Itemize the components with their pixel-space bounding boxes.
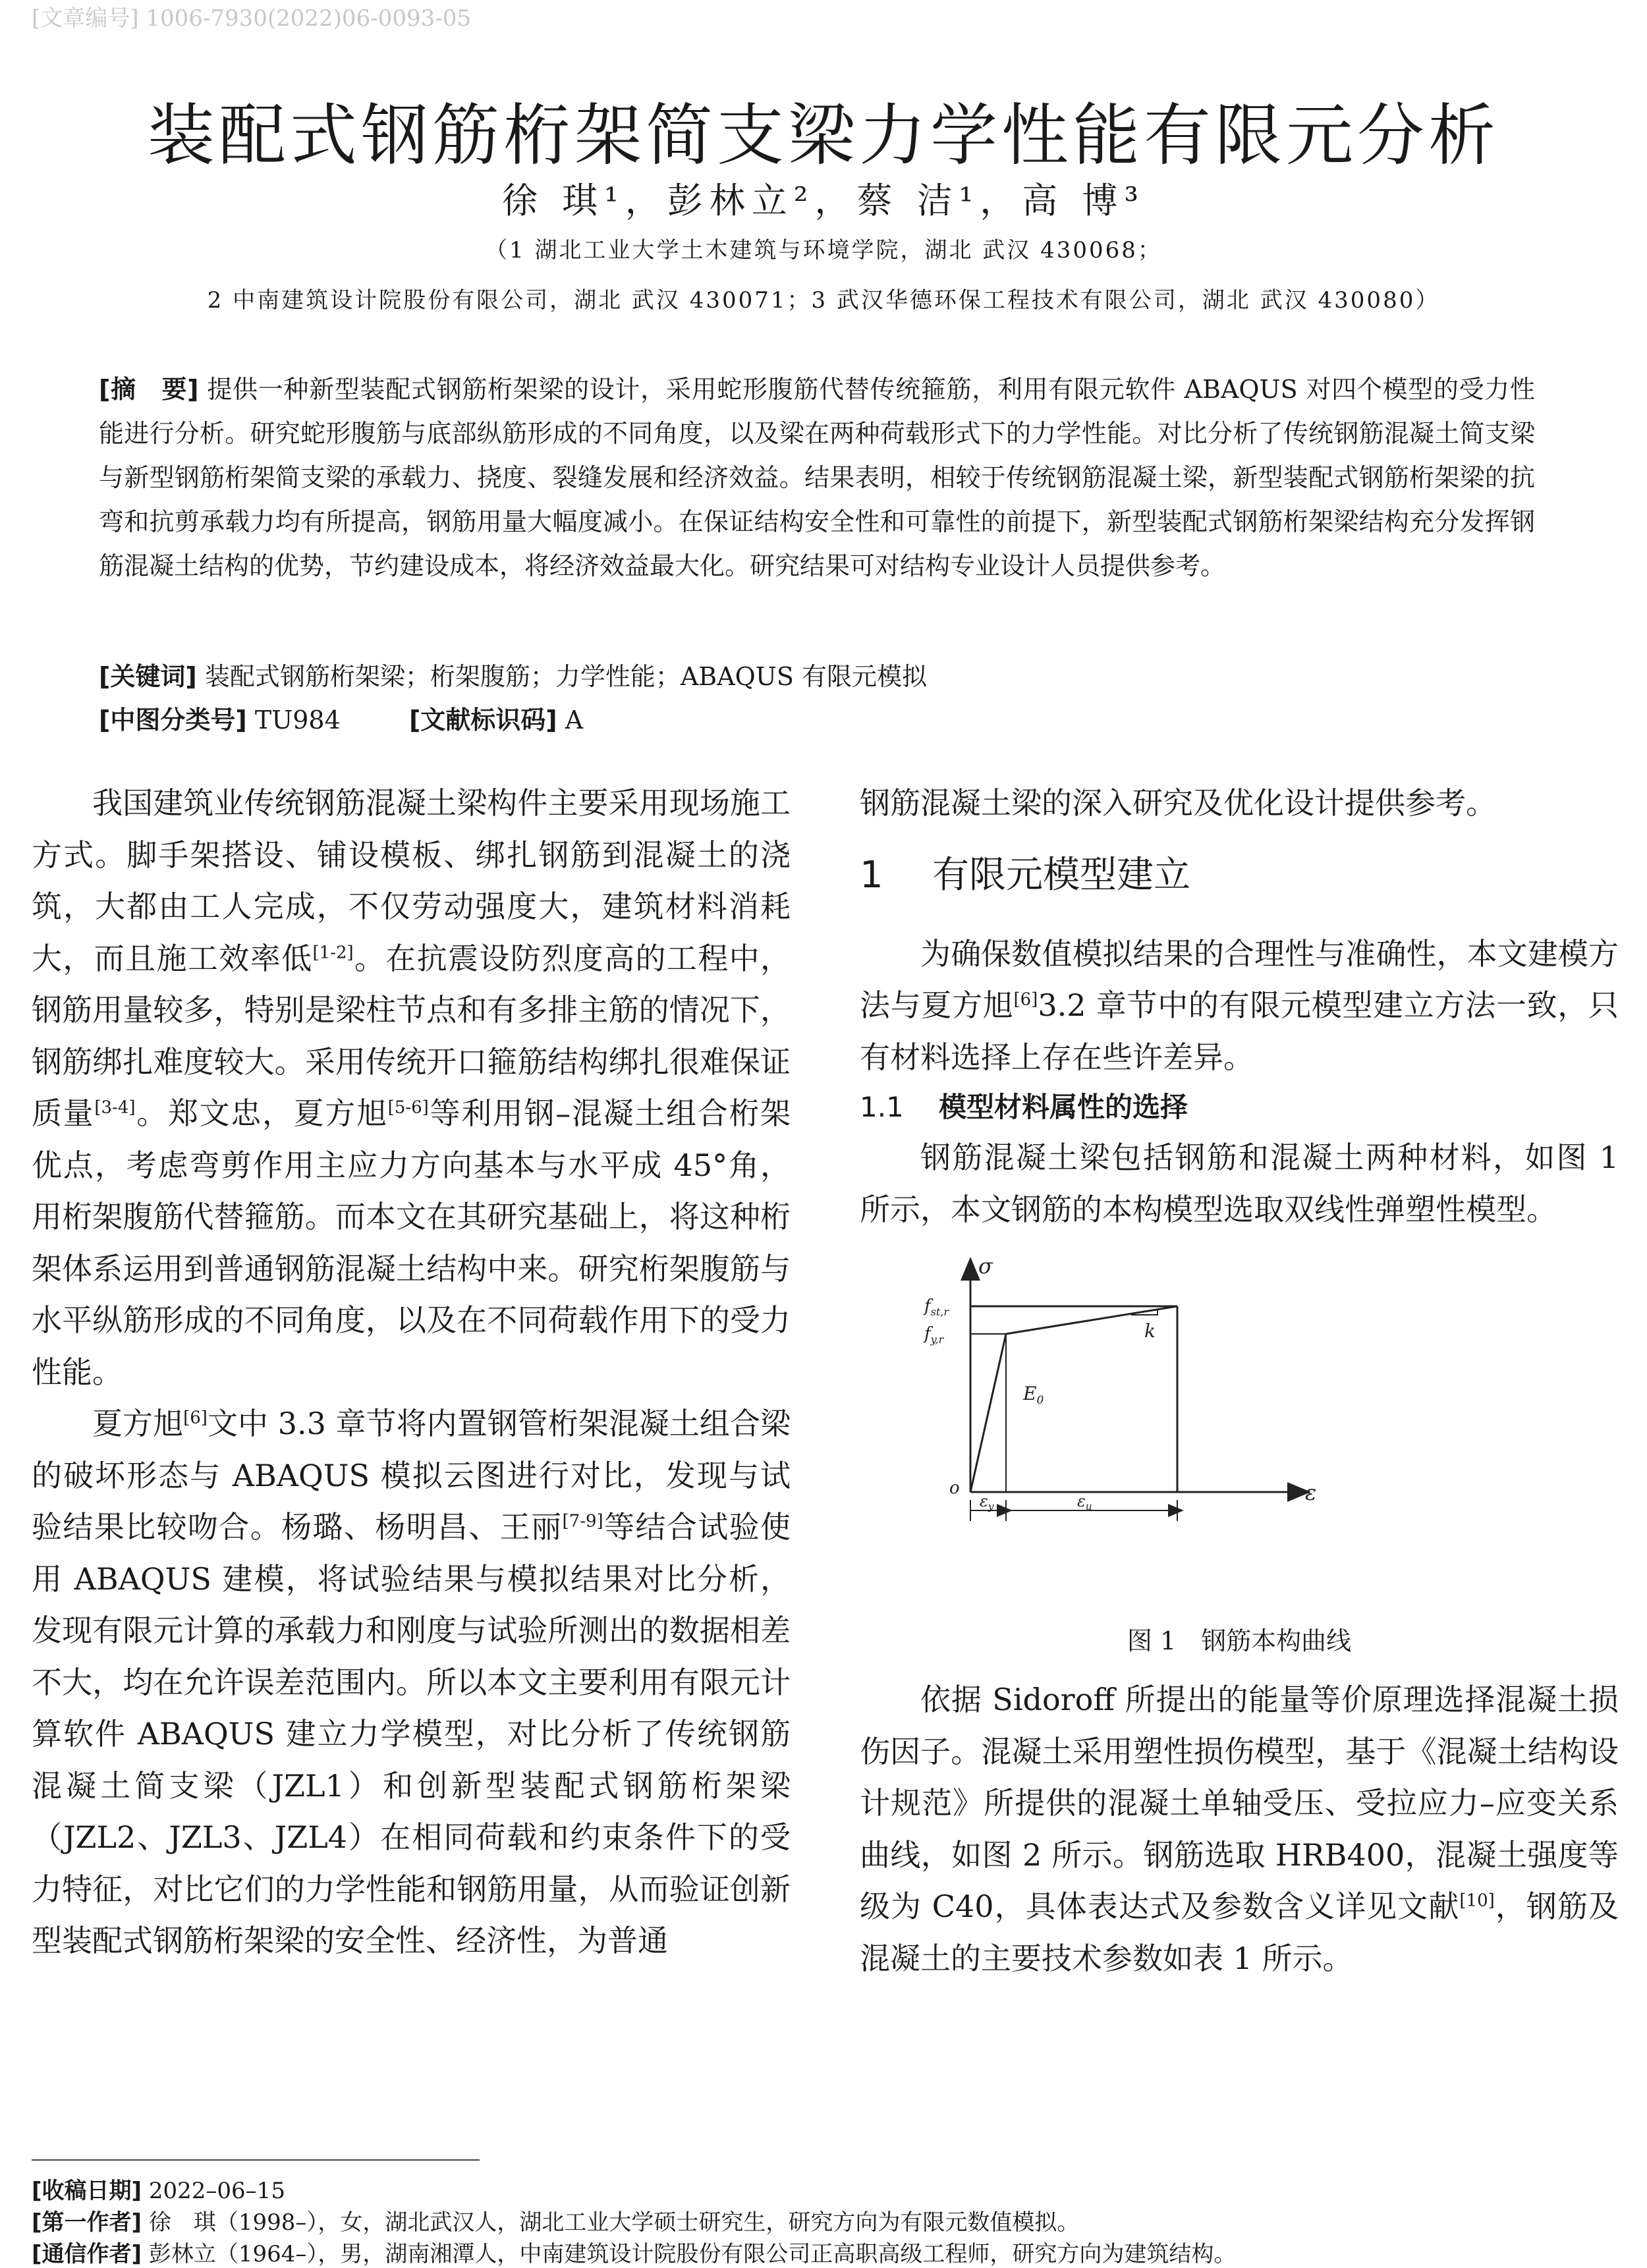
classification (99, 700, 1535, 736)
citation[interactable]: [7-9] (562, 1511, 603, 1532)
citation[interactable]: [6] (183, 1408, 208, 1428)
footnote-divider (32, 2159, 480, 2161)
body-paragraph-3: 为确保数值模拟结果的合理性与准确性，本文建模方法与夏方旭[6]3.2 章节中的有限元模型建立方法一致，只有材料选择上存在些许差异。 (860, 935, 1619, 1075)
y-axis-label: σ (978, 1254, 993, 1279)
affiliation-line-1: （1 湖北工业大学土木建筑与环境学院，湖北 武汉 430068； (485, 237, 1162, 263)
right-column (860, 777, 1619, 1984)
eps-y-label: $\varepsilon_y$ (980, 1492, 994, 1512)
keywords-label: [关键词] (99, 662, 197, 691)
origin-label: o (949, 1478, 960, 1498)
citation[interactable]: [5-6] (387, 1097, 429, 1118)
abstract-text: 提供一种新型装配式钢筋桁架梁的设计，采用蛇形腹筋代替传统箍筋，利用有限元软件 ABAQUS 对四个模型的受力性能进行分析。研究蛇形腹筋与底部纵筋形成的不同角度，以及梁在两种荷载形式下的力学性能。对比分析了传统钢筋混凝土简支梁与新型钢筋桁架简支梁的承载力、挠度、裂缝发展和经济效益。结果表明，相较于传统钢筋混凝土梁，新型装配式钢筋桁架梁的抗弯和抗剪承载力均有所提高，钢筋用量大幅度减小。在保证结构安全性和可靠性的前提下，新型装配式钢筋桁架梁结构充分发挥钢筋混凝土结构的优势，节约建设成本，将经济效益最大化。研究结果可对结构专业设计人员提供参考。 (99, 375, 1535, 580)
citation[interactable]: [3-4] (94, 1097, 136, 1118)
paper-title: 装配式钢筋桁架简支梁力学性能有限元分析 (148, 97, 1499, 175)
keywords-text: 装配式钢筋桁架梁；桁架腹筋；力学性能；ABAQUS 有限元模拟 (204, 662, 927, 691)
clc-label: [中图分类号] (99, 705, 247, 734)
elastic-branch (970, 1334, 1006, 1492)
body-paragraph-4: 钢筋混凝土梁包括钢筋和混凝土两种材料，如图 1 所示，本文钢筋的本构模型选取双线性弹塑性模型。 (860, 1140, 1619, 1227)
article-number: [文章编号] 1006-7930(2022)06-0093-05 (32, 5, 471, 32)
E0-label: $E_0$ (1023, 1383, 1044, 1407)
x-axis-label: ε (1305, 1480, 1317, 1505)
citation[interactable]: [1-2] (312, 943, 354, 963)
body-paragraph-2: 夏方旭[6]文中 3.3 章节将内置钢管桁架混凝土组合梁的破坏形态与 ABAQUS 模拟云图进行对比，发现与试验结果比较吻合。杨璐、杨明昌、王丽[7-9]等结合试验使用 ABAQUS 建模，将试验结果与模拟结果对比分析，发现有限元计算的承载力和刚度与试验所测出的数据相差不大，均在允许误差范围内。所以本文主要利用有限元计算软件 ABAQUS 建立力学模型，对比分析了传统钢筋混凝土简支梁（JZL1）和创新型装配式钢筋桁架梁（JZL2、JZL3、JZL4）在相同荷载和约束条件下的受力特征，对比它们的力学性能和钢筋用量，从而验证创新型装配式钢筋桁架梁的安全性、经济性，为普通 (32, 1406, 791, 1958)
keywords (99, 656, 1535, 692)
citation[interactable]: [6] (1013, 989, 1038, 1010)
affiliation-line-2: 2 中南建筑设计院股份有限公司，湖北 武汉 430071；3 武汉华德环保工程技术有限公司，湖北 武汉 430080） (207, 287, 1440, 314)
first-author-note: [第一作者] 徐 琪（1998–），女，湖北武汉人，湖北工业大学硕士研究生，研究方向为有限元数值模拟。 (32, 2209, 1080, 2236)
body-paragraph-continued: 钢筋混凝土梁的深入研究及优化设计提供参考。 (860, 785, 1496, 821)
corresponding-author-note: [通信作者] 彭林立（1964–），男，湖南湘潭人，中南建筑设计院股份有限公司正高职高级工程师，研究方向为建筑结构。 (32, 2241, 1237, 2267)
figure-1-stress-strain (860, 1248, 1619, 1617)
section-heading-1: 1 有限元模型建立 (860, 853, 1190, 897)
body-paragraph-5: 依据 Sidoroff 所提出的能量等价原理选择混凝土损伤因子。混凝土采用塑性损伤模型，基于《混凝土结构设计规范》所提供的混凝土单轴受压、受拉应力–应变关系曲线，如图 2 所示。钢筋选取 HRB400，混凝土强度等级为 C40，具体表达式及参数含义详见文献[10]，钢筋及混凝土的主要技术参数如表 1 所示。 (860, 1682, 1619, 1976)
received-date: [收稿日期] 2022–06–15 (32, 2178, 285, 2204)
body-paragraph-1: 我国建筑业传统钢筋混凝土梁构件主要采用现场施工方式。脚手架搭设、铺设模板、绑扎钢筋到混凝土的浇筑，大都由工人完成，不仅劳动强度大，建筑材料消耗大，而且施工效率低[1-2]。在抗震设防烈度高的工程中，钢筋用量较多，特别是梁柱节点和有多排主筋的情况下，钢筋绑扎难度较大。采用传统开口箍筋结构绑扎很难保证质量[3-4]。郑文忠，夏方旭[5-6]等利用钢–混凝土组合桁架优点，考虑弯剪作用主应力方向基本与水平成 45°角，用桁架腹筋代替箍筋。而本文在其研究基础上，将这种桁架体系运用到普通钢筋混凝土结构中来。研究桁架腹筋与水平纵筋形成的不同角度，以及在不同荷载作用下的受力性能。 (32, 785, 791, 1390)
doc-code-value: A (565, 705, 584, 734)
f-st-label: $f_{st,r}$ (924, 1296, 949, 1318)
abstract (99, 368, 1535, 588)
figure-1-caption: 图 1 钢筋本构曲线 (1127, 1626, 1352, 1655)
doc-code-label: [文献标识码] (408, 705, 557, 734)
abstract-label: [摘 要] (99, 375, 199, 404)
stress-strain-diagram (860, 1248, 1619, 1617)
k-label: k (1144, 1320, 1156, 1342)
clc-value: TU984 (254, 705, 341, 734)
eps-u-label: $\varepsilon_u$ (1077, 1492, 1092, 1512)
left-column (32, 777, 791, 1967)
f-y-label: $f_{y,r}$ (924, 1324, 944, 1346)
citation[interactable]: [10] (1459, 1891, 1495, 1911)
author-list: 徐 琪¹，彭林立²，蔡 洁¹，高 博³ (501, 180, 1146, 221)
section-heading-1-1: 1.1 模型材料属性的选择 (860, 1091, 1188, 1123)
